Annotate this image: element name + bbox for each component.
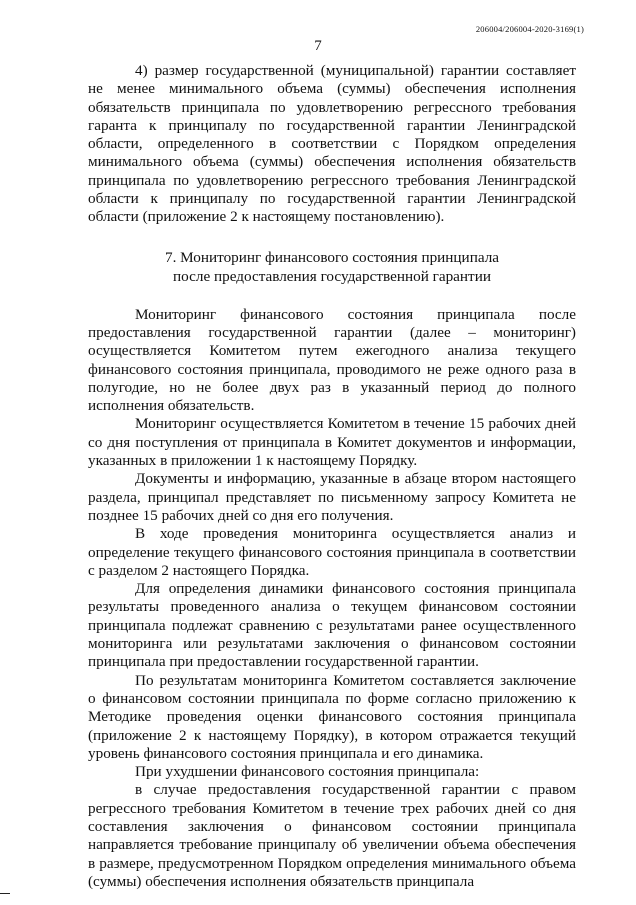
paragraph-conclusion: По результатам мониторинга Комитетом составляется заключение о финансовом состоянии принципала по форме согласно приложению к Методике проведения оценки финансового состояния принципала (приложение 2 к настоящему Порядку), в котором отражается текущий уровень финансового состояния принципала и его динамика. xyxy=(88,671,576,762)
section-heading-line-2: после предоставления государственной гарантии xyxy=(173,267,491,285)
paragraph-monitoring-period: Мониторинг осуществляется Комитетом в течение 15 рабочих дней со дня поступления от принципала в Комитет документов и информации, указанных в приложении 1 к настоящему Порядку. xyxy=(88,415,576,470)
document-body xyxy=(88,62,576,891)
paragraph-monitoring-definition: Мониторинг финансового состояния принципала после предоставления государственной гарантии (далее – мониторинг) осуществляется Комитетом путем ежегодного анализа текущего финансового состояния принципала, проводимого не реже одного раза в полугодие, но не более двух раз в указанный период до полного исполнения обязательств. xyxy=(88,305,576,415)
paragraph-documents: Документы и информацию, указанные в абзаце втором настоящего раздела, принципал представляет по письменному запросу Комитета не позднее 15 рабочих дней со дня его получения. xyxy=(88,470,576,524)
paragraph-item-4: 4) размер государственной (муниципальной) гарантии составляет не менее минимального объема (суммы) обеспечения исполнения обязательств принципала по удовлетворению регрессного требования гаранта к принципалу по государственной гарантии Ленинградской области, определенного в соответствии с Порядком определения минимального объема (суммы) обеспечения исполнения обязательств принципала по удовлетворению регрессного требования Ленинградской области к принципалу по государственной гарантии Ленинградской области (приложение 2 к настоящему постановлению). xyxy=(88,62,576,226)
paragraph-regress-requirement: в случае предоставления государственной гарантии с правом регрессного требования Комитетом в течение трех рабочих дней со дня составления заключения о финансовом состоянии принципала направляется требование принципалу об увеличении объема обеспечения в размере, предусмотренном Порядком определения минимального объема (суммы) обеспечения исполнения обязательств принципала xyxy=(88,781,576,890)
paragraph-dynamics: Для определения динамики финансового состояния принципала результаты проведенного анализа о текущем финансовом состоянии принципала подлежат сравнению с результатами ранее осуществленного мониторинга или результатами заключения о финансовом состоянии принципала при предоставлении государственной гарантии. xyxy=(88,580,576,671)
margin-mark xyxy=(0,893,10,894)
paragraph-analysis: В ходе проведения мониторинга осуществляется анализ и определение текущего финансового состояния принципала в соответствии с разделом 2 настоящего Порядка. xyxy=(88,525,576,579)
document-id: 206004/206004-2020-3169(1) xyxy=(475,24,584,34)
section-heading xyxy=(88,248,576,286)
paragraph-deterioration: При ухудшении финансового состояния принципала: xyxy=(135,763,480,781)
page-number: 7 xyxy=(314,38,322,54)
section-heading-line-1: 7. Мониторинг финансового состояния принципала xyxy=(164,248,500,266)
